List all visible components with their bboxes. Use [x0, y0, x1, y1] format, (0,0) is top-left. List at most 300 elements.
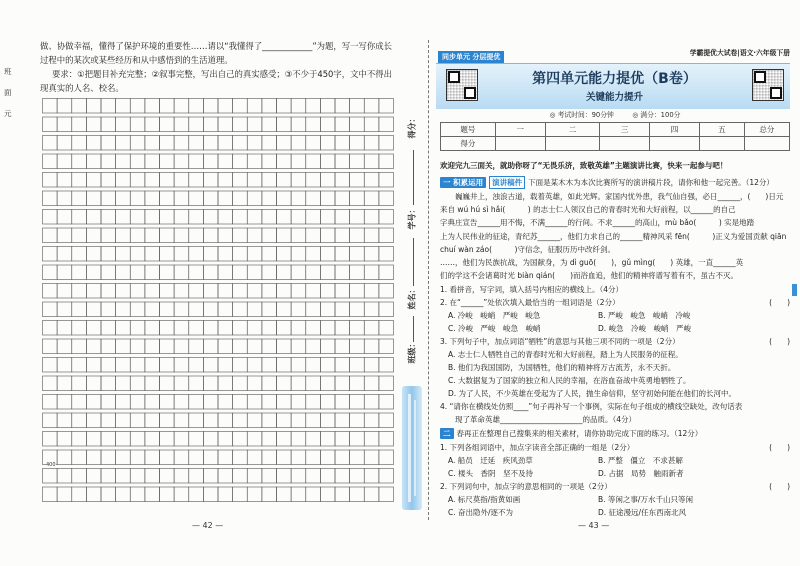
answer-parentheses: ( ): [769, 337, 790, 346]
grid-cell: [160, 321, 175, 336]
grid-cell: [350, 247, 365, 262]
grid-cell: [145, 284, 160, 299]
grid-cell: [233, 136, 248, 151]
grid-cell: [262, 154, 277, 169]
grid-row: [43, 99, 394, 114]
grid-cell: [335, 469, 350, 484]
grid-cell: [291, 432, 306, 447]
grid-cell: [174, 284, 189, 299]
grid-cell: [160, 247, 175, 262]
grid-cell: [101, 265, 116, 280]
grid-cell: [116, 173, 131, 188]
table-header-cell: 四: [650, 123, 700, 137]
grid-cell: [189, 450, 204, 465]
grid-cell: [233, 265, 248, 280]
grid-cell: [350, 432, 365, 447]
grid-cell: [218, 191, 233, 206]
grid-cell: [277, 321, 292, 336]
grid-row: [43, 284, 394, 299]
options-row: [448, 310, 800, 321]
word-count-marker: 400: [46, 462, 56, 468]
grid-cell: [145, 450, 160, 465]
grid-cell: [57, 136, 72, 151]
answer-parentheses: ( ): [769, 443, 790, 452]
grid-cell: [364, 450, 379, 465]
grid-cell: [262, 395, 277, 410]
grid-cell: [57, 99, 72, 114]
grid-cell: [189, 432, 204, 447]
grid-cell: [130, 136, 145, 151]
grid-cell: [57, 469, 72, 484]
grid-cell: [306, 413, 321, 428]
table-header-cell: 一: [495, 123, 545, 137]
grid-cell: [247, 284, 262, 299]
grid-cell: [218, 432, 233, 447]
grid-cell: [174, 99, 189, 114]
grid-cell: [335, 265, 350, 280]
grid-row: [43, 395, 394, 410]
grid-cell: [262, 469, 277, 484]
grid-cell: [350, 376, 365, 391]
grid-cell: [247, 228, 262, 243]
grid-cell: [160, 284, 175, 299]
grid-cell: [306, 247, 321, 262]
grid-cell: [174, 302, 189, 317]
writing-grid: [42, 98, 394, 502]
grid-cell: [101, 487, 116, 502]
decorative-brand-mark: [402, 386, 422, 510]
grid-cell: [116, 154, 131, 169]
grid-cell: [247, 469, 262, 484]
grid-cell: [189, 154, 204, 169]
grid-cell: [174, 487, 189, 502]
grid-cell: [233, 432, 248, 447]
grid-cell: [116, 358, 131, 373]
grid-cell: [116, 284, 131, 299]
grid-cell: [364, 265, 379, 280]
grid-cell: [101, 284, 116, 299]
grid-cell: [306, 395, 321, 410]
question-2: [440, 481, 792, 492]
grid-cell: [86, 487, 101, 502]
grid-cell: [277, 228, 292, 243]
option-d: D. 为了人民，不少英雄在受起为了人民，抛生命信仰，坚守初始何能在他们的长河中。: [448, 389, 737, 398]
grid-cell: [262, 173, 277, 188]
grid-cell: [350, 173, 365, 188]
grid-cell: [277, 413, 292, 428]
grid-cell: [145, 321, 160, 336]
grid-cell: [130, 469, 145, 484]
grid-cell: [174, 117, 189, 132]
grid-cell: [364, 210, 379, 225]
grid-cell: [57, 487, 72, 502]
grid-cell: [189, 321, 204, 336]
grid-cell: [262, 339, 277, 354]
grid-cell: [277, 432, 292, 447]
grid-cell: [130, 413, 145, 428]
grid-cell: [57, 284, 72, 299]
grid-cell: [218, 413, 233, 428]
exam-info: [470, 109, 760, 119]
grid-cell: [291, 302, 306, 317]
grid-cell: [335, 191, 350, 206]
passage-line: 们的学这不会诸葛时光 biàn qián( )而浴血追，他们的精神将谱写着有不，虽古不灭。: [440, 271, 739, 280]
grid-cell: [277, 247, 292, 262]
grid-cell: [379, 469, 394, 484]
grid-cell: [130, 358, 145, 373]
table-header-cell: 三: [600, 123, 650, 137]
option-a: A. 冷峻 峻峭 严峻 峻急: [448, 311, 541, 320]
grid-cell: [43, 247, 58, 262]
grid-cell: [233, 395, 248, 410]
grid-cell: [291, 136, 306, 151]
grid-cell: [145, 487, 160, 502]
grid-cell: [130, 339, 145, 354]
grid-cell: [203, 469, 218, 484]
grid-cell: [86, 247, 101, 262]
grid-cell: [306, 339, 321, 354]
grid-cell: [116, 413, 131, 428]
grid-row: [43, 450, 394, 465]
grid-cell: [174, 469, 189, 484]
grid-cell: [247, 413, 262, 428]
grid-cell: [247, 191, 262, 206]
grid-cell: [335, 173, 350, 188]
grid-cell: [277, 173, 292, 188]
section1-tag: 一 积累运用: [440, 177, 486, 188]
score-cell: [545, 137, 600, 151]
grid-cell: [262, 265, 277, 280]
grid-cell: [262, 487, 277, 502]
grid-cell: [43, 413, 58, 428]
grid-cell: [233, 358, 248, 373]
passage-line: 上为人民伟业的征途，青纪苏______，他们力求自己的______精神风采 fēn( )正义为爱国贡献 qiān: [440, 232, 787, 241]
grid-cell: [57, 173, 72, 188]
option-d: D. 峻急 冷峻 峻峭 严峻: [598, 324, 692, 333]
grid-cell: [145, 228, 160, 243]
grid-cell: [130, 117, 145, 132]
score-table-score-row: [441, 137, 790, 151]
grid-cell: [350, 284, 365, 299]
grid-cell: [130, 376, 145, 391]
grid-cell: [335, 432, 350, 447]
grid-cell: [203, 136, 218, 151]
grid-cell: [233, 173, 248, 188]
grid-cell: [116, 265, 131, 280]
series-tag: 同步单元 分层提优: [438, 51, 504, 63]
grid-cell: [291, 191, 306, 206]
grid-cell: [86, 339, 101, 354]
grid-cell: [174, 173, 189, 188]
grid-row: [43, 136, 394, 151]
grid-cell: [233, 284, 248, 299]
answer-parentheses: ( ): [769, 482, 790, 491]
grid-cell: [189, 302, 204, 317]
grid-cell: [350, 321, 365, 336]
grid-cell: [160, 339, 175, 354]
grid-cell: [277, 284, 292, 299]
grid-cell: [218, 154, 233, 169]
grid-cell: [291, 265, 306, 280]
grid-cell: [320, 247, 335, 262]
option-d: D. 占据 局势 触雨新者: [598, 469, 684, 478]
grid-cell: [350, 117, 365, 132]
grid-cell: [160, 450, 175, 465]
grid-cell: [72, 321, 87, 336]
grid-cell: [306, 469, 321, 484]
grid-cell: [86, 358, 101, 373]
grid-cell: [277, 154, 292, 169]
grid-cell: [72, 265, 87, 280]
grid-cell: [116, 302, 131, 317]
table-header-cell: 五: [699, 123, 744, 137]
grid-cell: [203, 191, 218, 206]
grid-cell: [174, 358, 189, 373]
grid-cell: [277, 265, 292, 280]
grid-cell: [320, 395, 335, 410]
grid-cell: [233, 302, 248, 317]
grid-cell: [57, 413, 72, 428]
grid-cell: [335, 487, 350, 502]
options-row: [448, 455, 800, 466]
grid-cell: [43, 191, 58, 206]
grid-cell: [364, 228, 379, 243]
grid-cell: [101, 247, 116, 262]
grid-cell: [160, 469, 175, 484]
grid-cell: [43, 117, 58, 132]
grid-cell: [277, 302, 292, 317]
grid-cell: [306, 432, 321, 447]
grid-cell: [262, 191, 277, 206]
grid-cell: [218, 395, 233, 410]
grid-cell: [116, 321, 131, 336]
option-b: B. 严整 僵立 不求甚解: [598, 456, 683, 465]
grid-cell: [160, 487, 175, 502]
grid-cell: [277, 450, 292, 465]
grid-row: [43, 210, 394, 225]
grid-cell: [291, 99, 306, 114]
grid-cell: [116, 247, 131, 262]
section2-instruction: 春再正在整理自己搜集来的相关素材，请你协助完成下面的练习。（12分）: [456, 429, 703, 438]
grid-cell: [247, 99, 262, 114]
grid-cell: [203, 228, 218, 243]
grid-cell: [218, 136, 233, 151]
section1-header: [440, 176, 792, 189]
grid-cell: [203, 154, 218, 169]
grid-cell: [203, 117, 218, 132]
grid-cell: [379, 358, 394, 373]
page-subtitle: 关键能力提升: [585, 92, 643, 103]
qr-code-left: [446, 69, 478, 101]
score-table: [440, 122, 790, 151]
grid-cell: [57, 265, 72, 280]
grid-cell: [218, 339, 233, 354]
page-title: 第四单元能力提优（B卷）: [532, 71, 697, 87]
grid-cell: [320, 432, 335, 447]
grid-cell: [203, 173, 218, 188]
grid-cell: [43, 432, 58, 447]
score-cell: [650, 137, 700, 151]
grid-cell: [160, 432, 175, 447]
grid-cell: [116, 210, 131, 225]
grid-cell: [203, 247, 218, 262]
grid-cell: [218, 247, 233, 262]
grid-cell: [218, 284, 233, 299]
grid-cell: [291, 413, 306, 428]
grid-cell: [116, 395, 131, 410]
grid-cell: [189, 358, 204, 373]
grid-cell: [86, 117, 101, 132]
grid-cell: [43, 173, 58, 188]
grid-cell: [130, 99, 145, 114]
grid-cell: [145, 358, 160, 373]
grid-cell: [247, 247, 262, 262]
grid-cell: [174, 154, 189, 169]
grid-cell: [72, 469, 87, 484]
grid-cell: [379, 450, 394, 465]
grid-cell: [247, 321, 262, 336]
grid-cell: [335, 247, 350, 262]
grid-cell: [203, 376, 218, 391]
exam-time: ◎ 考试时间：90分钟: [549, 111, 614, 119]
grid-cell: [320, 358, 335, 373]
grid-cell: [160, 265, 175, 280]
grid-cell: [145, 469, 160, 484]
grid-cell: [189, 395, 204, 410]
grid-cell: [350, 469, 365, 484]
grid-cell: [145, 247, 160, 262]
grid-cell: [291, 247, 306, 262]
grid-cell: [116, 487, 131, 502]
grid-cell: [101, 469, 116, 484]
grid-cell: [43, 210, 58, 225]
grid-cell: [335, 321, 350, 336]
grid-cell: [306, 376, 321, 391]
grid-cell: [364, 173, 379, 188]
grid-cell: [174, 228, 189, 243]
options-row: [448, 507, 800, 518]
grid-cell: [72, 154, 87, 169]
grid-cell: [277, 136, 292, 151]
grid-cell: [291, 469, 306, 484]
grid-cell: [203, 395, 218, 410]
grid-cell: [86, 395, 101, 410]
grid-cell: [72, 210, 87, 225]
grid-cell: [86, 99, 101, 114]
grid-cell: [364, 358, 379, 373]
grid-cell: [350, 395, 365, 410]
grid-row: [43, 376, 394, 391]
grid-cell: [335, 284, 350, 299]
grid-cell: [86, 154, 101, 169]
grid-cell: [379, 117, 394, 132]
grid-cell: [320, 173, 335, 188]
grid-cell: [101, 413, 116, 428]
grid-cell: [350, 487, 365, 502]
grid-cell: [320, 136, 335, 151]
question-text: 1. 下列各组词语中，加点字读音全部正确的一组是（2分）: [440, 443, 635, 452]
grid-cell: [145, 395, 160, 410]
grid-cell: [57, 247, 72, 262]
grid-cell: [335, 395, 350, 410]
grid-cell: [291, 117, 306, 132]
grid-cell: [291, 358, 306, 373]
grid-cell: [335, 339, 350, 354]
grid-cell: [72, 228, 87, 243]
grid-cell: [189, 284, 204, 299]
grid-cell: [379, 339, 394, 354]
grid-cell: [379, 136, 394, 151]
score-cell: [699, 137, 744, 151]
grid-cell: [160, 210, 175, 225]
grid-cell: [218, 302, 233, 317]
grid-cell: [277, 191, 292, 206]
table-header-cell: 题号: [441, 123, 496, 137]
grid-cell: [320, 265, 335, 280]
grid-cell: [174, 191, 189, 206]
grid-cell: [72, 117, 87, 132]
score-table-header-row: [441, 123, 790, 137]
options-row: [448, 323, 800, 334]
grid-row: [43, 117, 394, 132]
grid-cell: [306, 154, 321, 169]
grid-cell: [262, 413, 277, 428]
grid-cell: [247, 265, 262, 280]
grid-cell: [174, 339, 189, 354]
grid-cell: [364, 154, 379, 169]
grid-cell: [86, 450, 101, 465]
grid-cell: [291, 321, 306, 336]
grid-cell: [203, 432, 218, 447]
grid-cell: [203, 339, 218, 354]
grid-cell: [101, 154, 116, 169]
grid-cell: [189, 265, 204, 280]
grid-cell: [364, 117, 379, 132]
grid-cell: [189, 173, 204, 188]
grid-cell: [72, 302, 87, 317]
grid-cell: [145, 154, 160, 169]
grid-cell: [116, 432, 131, 447]
grid-cell: [101, 302, 116, 317]
grid-cell: [262, 432, 277, 447]
grid-cell: [189, 469, 204, 484]
option-c: C. 奋出隐外/逐不为: [448, 508, 514, 517]
grid-cell: [335, 117, 350, 132]
grid-cell: [86, 469, 101, 484]
grid-cell: [379, 247, 394, 262]
grid-cell: [277, 99, 292, 114]
grid-cell: [291, 154, 306, 169]
grid-cell: [130, 210, 145, 225]
grid-cell: [364, 321, 379, 336]
grid-cell: [233, 154, 248, 169]
grid-cell: [262, 358, 277, 373]
grid-cell: [174, 450, 189, 465]
page-number: — 43 —: [578, 521, 610, 530]
grid-cell: [277, 469, 292, 484]
grid-cell: [203, 321, 218, 336]
grid-cell: [116, 469, 131, 484]
grid-cell: [379, 210, 394, 225]
grid-cell: [145, 117, 160, 132]
grid-cell: [364, 469, 379, 484]
grid-cell: [130, 284, 145, 299]
grid-cell: [379, 487, 394, 502]
grid-cell: [43, 284, 58, 299]
grid-cell: [247, 395, 262, 410]
grid-cell: [306, 117, 321, 132]
table-header-cell: 二: [545, 123, 600, 137]
